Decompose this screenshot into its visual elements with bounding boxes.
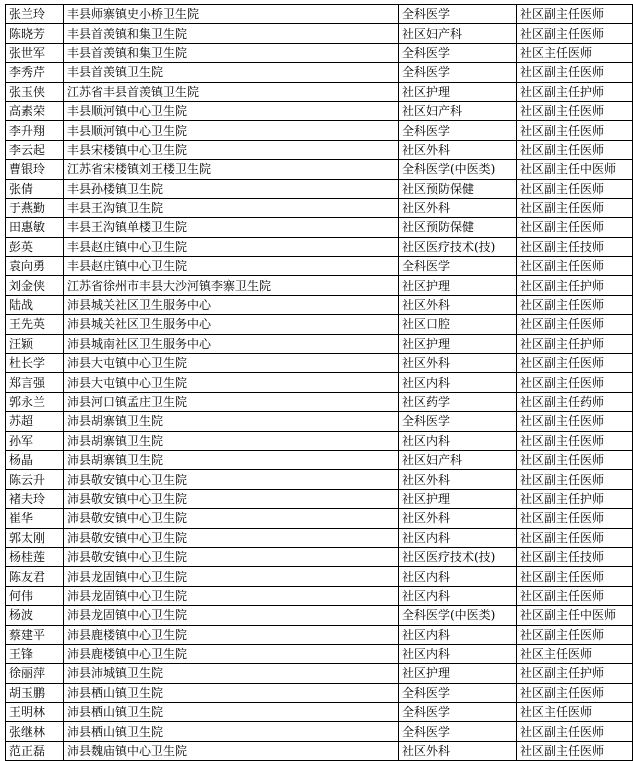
cell-title: 社区副主任护师 — [517, 82, 633, 101]
cell-name: 范正磊 — [6, 741, 64, 760]
cell-title: 社区副主任医师 — [517, 567, 633, 586]
cell-title: 社区副主任医师 — [517, 5, 633, 24]
table-row — [6, 567, 633, 586]
table-body — [6, 5, 633, 761]
cell-name: 徐丽萍 — [6, 664, 64, 683]
cell-name: 李秀芹 — [6, 63, 64, 82]
table-row — [6, 179, 633, 198]
cell-name: 田惠敏 — [6, 218, 64, 237]
cell-name: 苏超 — [6, 412, 64, 431]
cell-specialty: 社区妇产科 — [399, 450, 517, 469]
cell-title: 社区副主任护师 — [517, 664, 633, 683]
table-row — [6, 412, 633, 431]
table-row — [6, 625, 633, 644]
cell-specialty: 社区护理 — [399, 82, 517, 101]
cell-name: 陈晓芳 — [6, 24, 64, 43]
cell-name: 张兰玲 — [6, 5, 64, 24]
table-row — [6, 450, 633, 469]
cell-title: 社区主任医师 — [517, 43, 633, 62]
cell-title: 社区副主任护师 — [517, 489, 633, 508]
cell-title: 社区副主任医师 — [517, 470, 633, 489]
cell-institution: 沛县城南社区卫生服务中心 — [64, 334, 399, 353]
cell-specialty: 社区内科 — [399, 528, 517, 547]
cell-institution: 丰县王沟镇卫生院 — [64, 198, 399, 217]
cell-title: 社区主任医师 — [517, 703, 633, 722]
cell-title: 社区副主任医师 — [517, 354, 633, 373]
cell-institution: 沛县城关社区卫生服务中心 — [64, 315, 399, 334]
table-row — [6, 334, 633, 353]
table-row — [6, 43, 633, 62]
cell-title: 社区副主任医师 — [517, 179, 633, 198]
table-row — [6, 160, 633, 179]
cell-name: 杨晶 — [6, 450, 64, 469]
cell-title: 社区主任医师 — [517, 644, 633, 663]
cell-name: 蔡建平 — [6, 625, 64, 644]
cell-institution: 沛县沛城镇卫生院 — [64, 664, 399, 683]
cell-specialty: 社区外科 — [399, 295, 517, 314]
cell-institution: 沛县龙固镇中心卫生院 — [64, 567, 399, 586]
cell-institution: 沛县敬安镇中心卫生院 — [64, 489, 399, 508]
cell-institution: 沛县大屯镇中心卫生院 — [64, 354, 399, 373]
cell-name: 杨桂莲 — [6, 547, 64, 566]
table-row — [6, 276, 633, 295]
cell-institution: 丰县赵庄镇中心卫生院 — [64, 237, 399, 256]
table-row — [6, 315, 633, 334]
table-row — [6, 121, 633, 140]
cell-specialty: 全科医学 — [399, 683, 517, 702]
cell-institution: 沛县大屯镇中心卫生院 — [64, 373, 399, 392]
cell-specialty: 全科医学 — [399, 43, 517, 62]
cell-specialty: 社区外科 — [399, 470, 517, 489]
cell-name: 王先英 — [6, 315, 64, 334]
cell-name: 于燕勤 — [6, 198, 64, 217]
table-row — [6, 741, 633, 760]
cell-name: 胡玉鹏 — [6, 683, 64, 702]
cell-title: 社区副主任技师 — [517, 237, 633, 256]
table-row — [6, 722, 633, 741]
cell-specialty: 社区内科 — [399, 567, 517, 586]
cell-institution: 江苏省丰县首羡镇卫生院 — [64, 82, 399, 101]
cell-specialty: 社区内科 — [399, 431, 517, 450]
cell-name: 孙军 — [6, 431, 64, 450]
cell-title: 社区副主任医师 — [517, 373, 633, 392]
cell-title: 社区副主任医师 — [517, 295, 633, 314]
cell-name: 李升翔 — [6, 121, 64, 140]
cell-specialty: 社区妇产科 — [399, 101, 517, 120]
cell-specialty: 社区外科 — [399, 140, 517, 159]
cell-specialty: 社区外科 — [399, 741, 517, 760]
cell-institution: 沛县鹿楼镇中心卫生院 — [64, 644, 399, 663]
cell-title: 社区副主任医师 — [517, 586, 633, 605]
cell-institution: 丰县首羡镇卫生院 — [64, 63, 399, 82]
cell-specialty: 全科医学 — [399, 63, 517, 82]
cell-institution: 丰县宋楼镇中心卫生院 — [64, 140, 399, 159]
cell-name: 王锋 — [6, 644, 64, 663]
cell-institution: 丰县顺河镇中心卫生院 — [64, 101, 399, 120]
cell-title: 社区副主任医师 — [517, 257, 633, 276]
table-row — [6, 373, 633, 392]
cell-institution: 沛县鹿楼镇中心卫生院 — [64, 625, 399, 644]
table-row — [6, 237, 633, 256]
cell-title: 社区副主任医师 — [517, 722, 633, 741]
cell-title: 社区副主任医师 — [517, 218, 633, 237]
cell-institution: 沛县魏庙镇中心卫生院 — [64, 741, 399, 760]
table-row — [6, 606, 633, 625]
table-row — [6, 24, 633, 43]
cell-institution: 沛县栖山镇卫生院 — [64, 722, 399, 741]
cell-institution: 沛县城关社区卫生服务中心 — [64, 295, 399, 314]
cell-name: 郭太刚 — [6, 528, 64, 547]
cell-institution: 丰县孙楼镇卫生院 — [64, 179, 399, 198]
cell-institution: 沛县胡寨镇卫生院 — [64, 431, 399, 450]
table-row — [6, 257, 633, 276]
cell-institution: 江苏省徐州市丰县大沙河镇李寨卫生院 — [64, 276, 399, 295]
cell-name: 郑言强 — [6, 373, 64, 392]
cell-institution: 丰县师寨镇史小桥卫生院 — [64, 5, 399, 24]
cell-institution: 江苏省宋楼镇刘王楼卫生院 — [64, 160, 399, 179]
cell-institution: 沛县河口镇孟庄卫生院 — [64, 392, 399, 411]
results-table — [5, 4, 633, 761]
cell-name: 陈友君 — [6, 567, 64, 586]
cell-title: 社区副主任医师 — [517, 741, 633, 760]
cell-institution: 丰县赵庄镇中心卫生院 — [64, 257, 399, 276]
cell-title: 社区副主任中医师 — [517, 606, 633, 625]
cell-name: 张继林 — [6, 722, 64, 741]
table-row — [6, 470, 633, 489]
cell-institution: 沛县栖山镇卫生院 — [64, 703, 399, 722]
cell-title: 社区副主任药师 — [517, 392, 633, 411]
cell-title: 社区副主任中医师 — [517, 160, 633, 179]
cell-title: 社区副主任医师 — [517, 431, 633, 450]
table-row — [6, 547, 633, 566]
cell-specialty: 社区外科 — [399, 509, 517, 528]
cell-specialty: 社区护理 — [399, 334, 517, 353]
cell-title: 社区副主任医师 — [517, 450, 633, 469]
cell-name: 陆战 — [6, 295, 64, 314]
cell-specialty: 社区妇产科 — [399, 24, 517, 43]
cell-specialty: 社区内科 — [399, 586, 517, 605]
cell-title: 社区副主任医师 — [517, 198, 633, 217]
cell-institution: 沛县龙固镇中心卫生院 — [64, 606, 399, 625]
table-row — [6, 664, 633, 683]
cell-institution: 沛县胡寨镇卫生院 — [64, 450, 399, 469]
cell-title: 社区副主任医师 — [517, 528, 633, 547]
cell-specialty: 全科医学 — [399, 412, 517, 431]
cell-name: 曹银玲 — [6, 160, 64, 179]
cell-institution: 沛县胡寨镇卫生院 — [64, 412, 399, 431]
cell-title: 社区副主任护师 — [517, 276, 633, 295]
cell-name: 何伟 — [6, 586, 64, 605]
cell-institution: 沛县敬安镇中心卫生院 — [64, 547, 399, 566]
cell-name: 汪颖 — [6, 334, 64, 353]
cell-title: 社区副主任技师 — [517, 547, 633, 566]
cell-specialty: 全科医学 — [399, 257, 517, 276]
cell-institution: 沛县敬安镇中心卫生院 — [64, 509, 399, 528]
cell-specialty: 社区内科 — [399, 625, 517, 644]
cell-title: 社区副主任医师 — [517, 412, 633, 431]
cell-name: 崔华 — [6, 509, 64, 528]
results-table-container — [5, 4, 633, 761]
cell-institution: 沛县栖山镇卫生院 — [64, 683, 399, 702]
cell-name: 彭英 — [6, 237, 64, 256]
table-row — [6, 392, 633, 411]
cell-name: 褚夫玲 — [6, 489, 64, 508]
cell-name: 刘金侠 — [6, 276, 64, 295]
cell-institution: 沛县敬安镇中心卫生院 — [64, 528, 399, 547]
cell-specialty: 社区护理 — [399, 276, 517, 295]
cell-title: 社区副主任医师 — [517, 140, 633, 159]
cell-specialty: 全科医学(中医类) — [399, 160, 517, 179]
cell-title: 社区副主任医师 — [517, 63, 633, 82]
cell-specialty: 社区口腔 — [399, 315, 517, 334]
cell-institution: 沛县敬安镇中心卫生院 — [64, 470, 399, 489]
cell-title: 社区副主任医师 — [517, 509, 633, 528]
cell-title: 社区副主任医师 — [517, 101, 633, 120]
table-row — [6, 644, 633, 663]
cell-name: 杨波 — [6, 606, 64, 625]
cell-specialty: 全科医学 — [399, 722, 517, 741]
table-row — [6, 101, 633, 120]
cell-name: 杜长学 — [6, 354, 64, 373]
table-row — [6, 218, 633, 237]
cell-name: 张倩 — [6, 179, 64, 198]
cell-title: 社区副主任医师 — [517, 24, 633, 43]
cell-name: 陈云升 — [6, 470, 64, 489]
table-row — [6, 528, 633, 547]
cell-specialty: 社区护理 — [399, 664, 517, 683]
cell-specialty: 社区外科 — [399, 354, 517, 373]
table-row — [6, 5, 633, 24]
cell-title: 社区副主任医师 — [517, 625, 633, 644]
cell-name: 王明林 — [6, 703, 64, 722]
cell-name: 张玉侠 — [6, 82, 64, 101]
table-row — [6, 354, 633, 373]
cell-specialty: 全科医学 — [399, 703, 517, 722]
cell-specialty: 全科医学 — [399, 5, 517, 24]
table-row — [6, 489, 633, 508]
cell-title: 社区副主任医师 — [517, 683, 633, 702]
cell-name: 郭永兰 — [6, 392, 64, 411]
cell-specialty: 社区外科 — [399, 198, 517, 217]
cell-name: 高素荣 — [6, 101, 64, 120]
table-row — [6, 683, 633, 702]
table-row — [6, 586, 633, 605]
cell-title: 社区副主任医师 — [517, 315, 633, 334]
table-row — [6, 295, 633, 314]
cell-specialty: 社区内科 — [399, 373, 517, 392]
cell-title: 社区副主任护师 — [517, 334, 633, 353]
cell-specialty: 社区内科 — [399, 644, 517, 663]
table-row — [6, 703, 633, 722]
table-row — [6, 140, 633, 159]
cell-institution: 沛县龙固镇中心卫生院 — [64, 586, 399, 605]
cell-specialty: 全科医学(中医类) — [399, 606, 517, 625]
cell-specialty: 社区预防保健 — [399, 218, 517, 237]
cell-institution: 丰县首羡镇和集卫生院 — [64, 24, 399, 43]
table-row — [6, 431, 633, 450]
table-row — [6, 509, 633, 528]
cell-specialty: 社区药学 — [399, 392, 517, 411]
cell-specialty: 社区护理 — [399, 489, 517, 508]
cell-name: 袁向勇 — [6, 257, 64, 276]
table-row — [6, 63, 633, 82]
cell-specialty: 社区预防保健 — [399, 179, 517, 198]
cell-institution: 丰县王沟镇单楼卫生院 — [64, 218, 399, 237]
cell-name: 李云起 — [6, 140, 64, 159]
cell-name: 张世军 — [6, 43, 64, 62]
table-row — [6, 198, 633, 217]
cell-institution: 丰县首羡镇和集卫生院 — [64, 43, 399, 62]
table-row — [6, 82, 633, 101]
cell-specialty: 社区医疗技术(技) — [399, 237, 517, 256]
cell-specialty: 社区医疗技术(技) — [399, 547, 517, 566]
cell-specialty: 全科医学 — [399, 121, 517, 140]
cell-institution: 丰县顺河镇中心卫生院 — [64, 121, 399, 140]
cell-title: 社区副主任医师 — [517, 121, 633, 140]
